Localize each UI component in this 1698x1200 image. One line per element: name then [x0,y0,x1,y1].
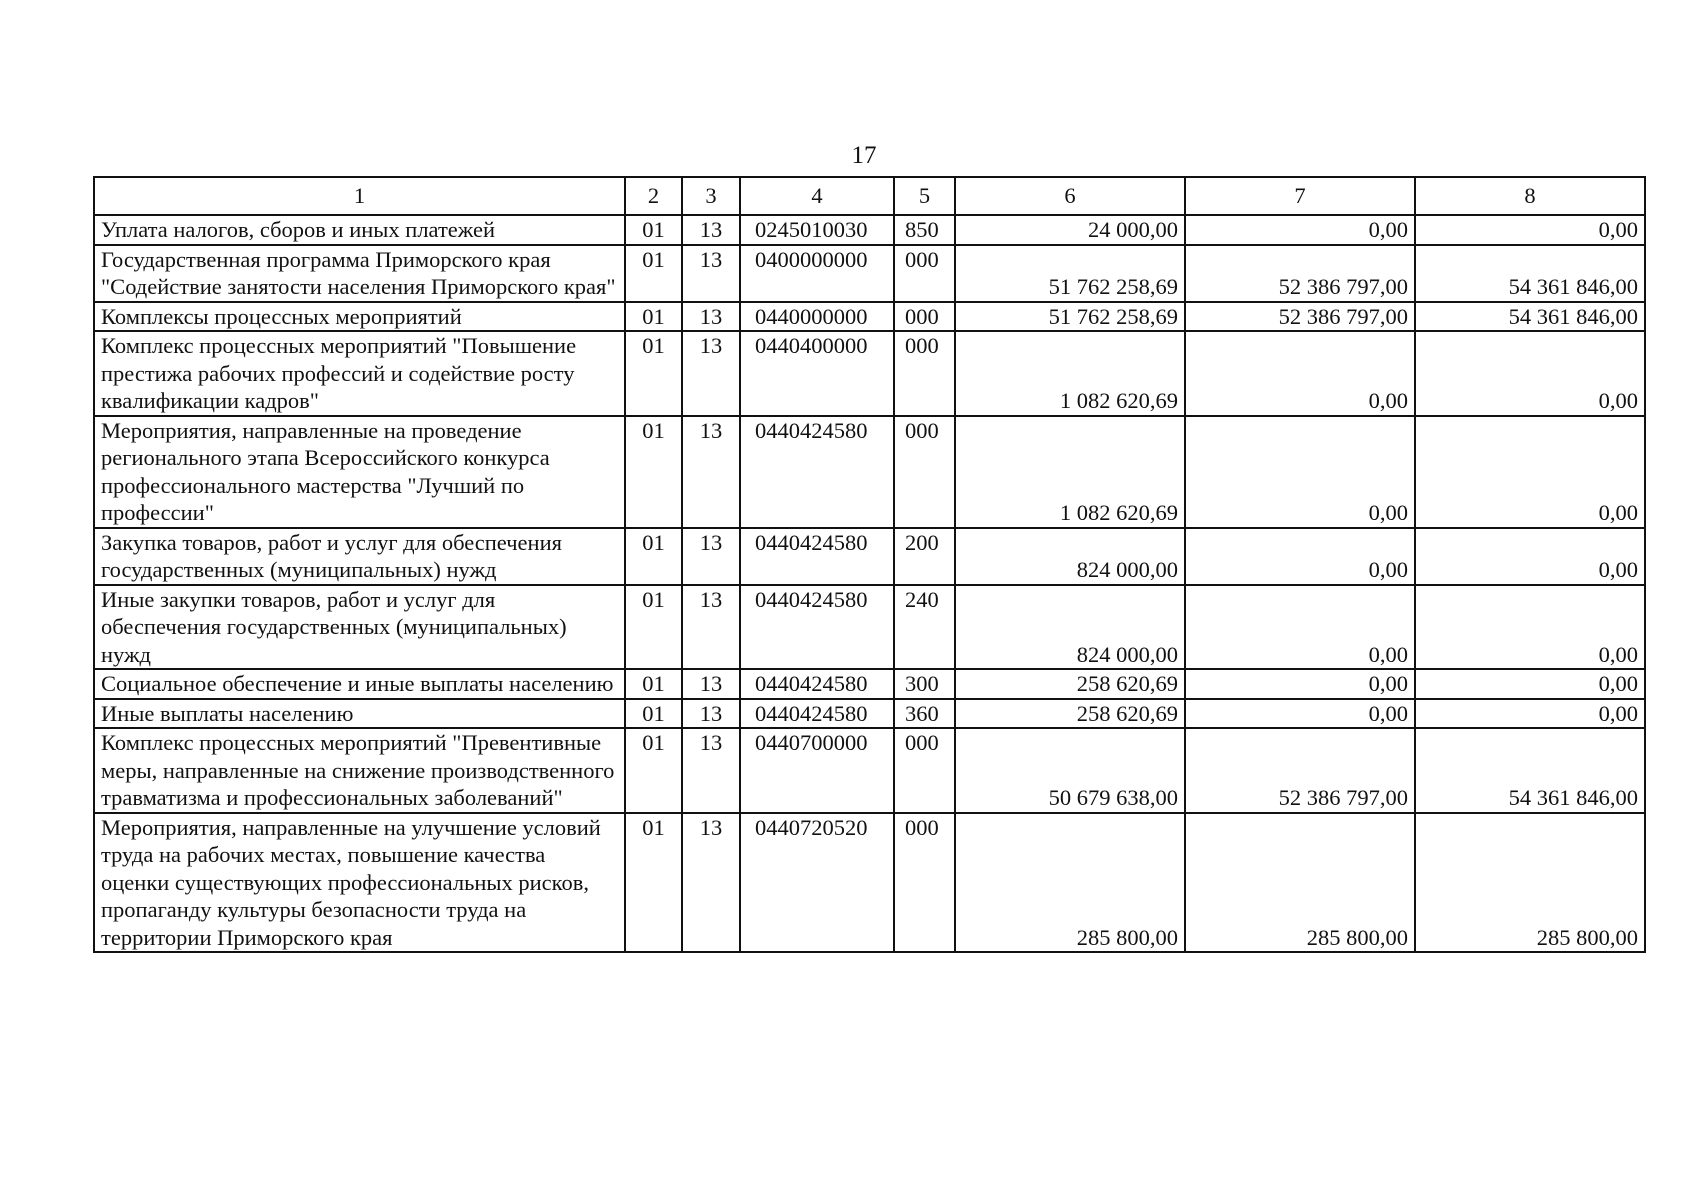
budget-table [93,176,1646,953]
table-row [94,245,1645,302]
expense-type-code: 000 [894,331,955,416]
row-name: Государственная программа Приморского края "Содействие занятости населения Приморского края" [94,245,625,302]
subsection-code: 13 [682,245,740,302]
section-code: 01 [625,585,682,670]
subsection-code: 13 [682,416,740,528]
expense-type-code: 300 [894,669,955,699]
amount-col-8: 0,00 [1415,585,1645,670]
amount-col-8: 0,00 [1415,669,1645,699]
subsection-code: 13 [682,585,740,670]
subsection-code: 13 [682,669,740,699]
target-article-code: 0440720520 [740,813,894,953]
section-code: 01 [625,728,682,813]
section-code: 01 [625,528,682,585]
section-code: 01 [625,699,682,729]
amount-col-8: 54 361 846,00 [1415,302,1645,332]
subsection-code: 13 [682,215,740,245]
subsection-code: 13 [682,813,740,953]
target-article-code: 0400000000 [740,245,894,302]
amount-col-7: 52 386 797,00 [1185,302,1415,332]
target-article-code: 0440424580 [740,585,894,670]
column-header: 2 [625,177,682,215]
amount-col-8: 54 361 846,00 [1415,245,1645,302]
amount-col-8: 0,00 [1415,215,1645,245]
amount-col-6: 824 000,00 [955,585,1185,670]
amount-col-7: 52 386 797,00 [1185,245,1415,302]
row-name: Комплекс процессных мероприятий "Превентивные меры, направленные на снижение производственного травматизма и профессиональных заболеваний" [94,728,625,813]
amount-col-8: 0,00 [1415,416,1645,528]
amount-col-8: 0,00 [1415,699,1645,729]
amount-col-6: 285 800,00 [955,813,1185,953]
row-name: Иные выплаты населению [94,699,625,729]
table-row [94,331,1645,416]
section-code: 01 [625,813,682,953]
section-code: 01 [625,245,682,302]
expense-type-code: 360 [894,699,955,729]
subsection-code: 13 [682,728,740,813]
table-row [94,528,1645,585]
table-row [94,813,1645,953]
column-header: 1 [94,177,625,215]
target-article-code: 0440000000 [740,302,894,332]
expense-type-code: 000 [894,302,955,332]
expense-type-code: 000 [894,245,955,302]
column-header: 3 [682,177,740,215]
amount-col-7: 0,00 [1185,215,1415,245]
column-header: 8 [1415,177,1645,215]
column-header: 4 [740,177,894,215]
subsection-code: 13 [682,331,740,416]
amount-col-6: 51 762 258,69 [955,245,1185,302]
row-name: Уплата налогов, сборов и иных платежей [94,215,625,245]
target-article-code: 0245010030 [740,215,894,245]
target-article-code: 0440700000 [740,728,894,813]
expense-type-code: 000 [894,813,955,953]
amount-col-7: 0,00 [1185,669,1415,699]
column-header: 7 [1185,177,1415,215]
target-article-code: 0440424580 [740,699,894,729]
subsection-code: 13 [682,699,740,729]
expense-type-code: 200 [894,528,955,585]
amount-col-8: 0,00 [1415,528,1645,585]
target-article-code: 0440424580 [740,416,894,528]
subsection-code: 13 [682,302,740,332]
amount-col-6: 1 082 620,69 [955,331,1185,416]
row-name: Мероприятия, направленные на улучшение условий труда на рабочих местах, повышение качества оценки существующих профессиональных рисков, пропаганду культуры безопасности труда на территории Приморского края [94,813,625,953]
amount-col-6: 1 082 620,69 [955,416,1185,528]
section-code: 01 [625,416,682,528]
amount-col-7: 0,00 [1185,528,1415,585]
row-name: Социальное обеспечение и иные выплаты населению [94,669,625,699]
amount-col-6: 24 000,00 [955,215,1185,245]
header-row [94,177,1645,215]
page-number: 17 [851,142,877,169]
amount-col-6: 51 762 258,69 [955,302,1185,332]
target-article-code: 0440400000 [740,331,894,416]
table-row [94,215,1645,245]
target-article-code: 0440424580 [740,528,894,585]
amount-col-7: 285 800,00 [1185,813,1415,953]
amount-col-8: 285 800,00 [1415,813,1645,953]
row-name: Комплекс процессных мероприятий "Повышение престижа рабочих профессий и содействие росту квалификации кадров" [94,331,625,416]
row-name: Комплексы процессных мероприятий [94,302,625,332]
table-row [94,416,1645,528]
table-row [94,699,1645,729]
table-row [94,728,1645,813]
section-code: 01 [625,669,682,699]
amount-col-6: 258 620,69 [955,699,1185,729]
amount-col-7: 0,00 [1185,585,1415,670]
amount-col-6: 258 620,69 [955,669,1185,699]
row-name: Иные закупки товаров, работ и услуг для обеспечения государственных (муниципальных) нужд [94,585,625,670]
amount-col-7: 0,00 [1185,699,1415,729]
column-header: 5 [894,177,955,215]
section-code: 01 [625,331,682,416]
amount-col-7: 0,00 [1185,416,1415,528]
table-row [94,669,1645,699]
table-row [94,585,1645,670]
expense-type-code: 000 [894,728,955,813]
target-article-code: 0440424580 [740,669,894,699]
expense-type-code: 850 [894,215,955,245]
amount-col-8: 54 361 846,00 [1415,728,1645,813]
amount-col-7: 0,00 [1185,331,1415,416]
expense-type-code: 000 [894,416,955,528]
section-code: 01 [625,215,682,245]
amount-col-7: 52 386 797,00 [1185,728,1415,813]
amount-col-6: 50 679 638,00 [955,728,1185,813]
row-name: Закупка товаров, работ и услуг для обеспечения государственных (муниципальных) нужд [94,528,625,585]
amount-col-8: 0,00 [1415,331,1645,416]
table-row [94,302,1645,332]
amount-col-6: 824 000,00 [955,528,1185,585]
row-name: Мероприятия, направленные на проведение регионального этапа Всероссийского конкурса профессионального мастерства "Лучший по профессии" [94,416,625,528]
subsection-code: 13 [682,528,740,585]
expense-type-code: 240 [894,585,955,670]
column-header: 6 [955,177,1185,215]
section-code: 01 [625,302,682,332]
